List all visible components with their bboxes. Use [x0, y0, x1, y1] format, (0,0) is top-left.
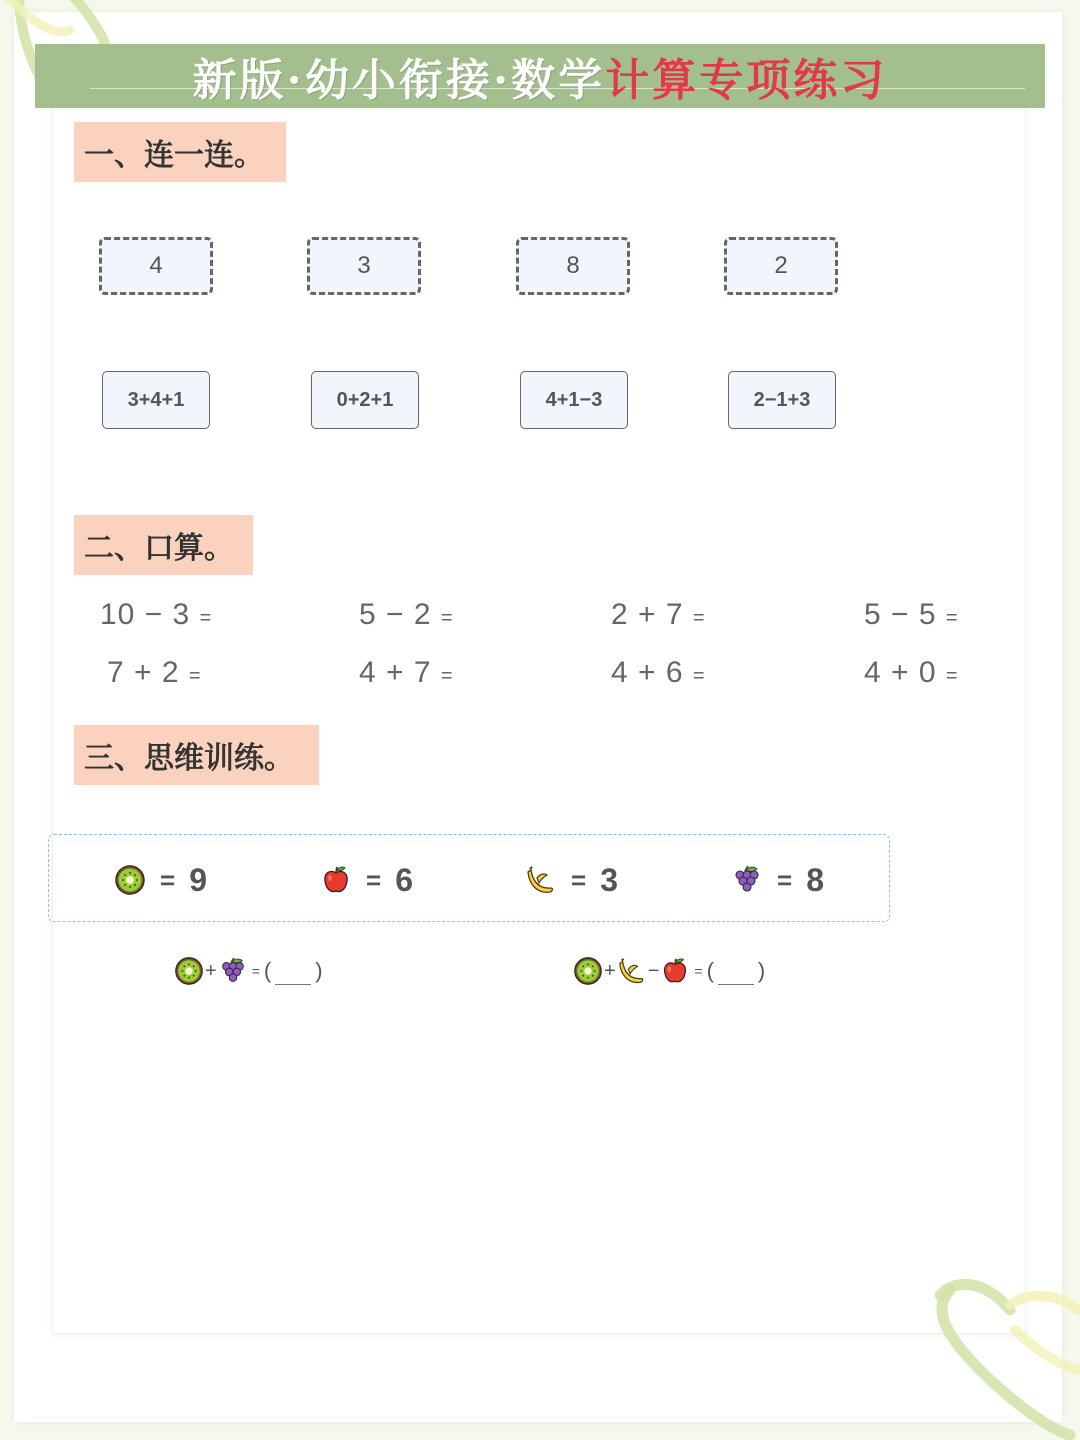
title-main: 新版·幼小衔接·数学 — [192, 55, 606, 106]
mental-math-problem: 10 − 3 = — [100, 598, 213, 631]
page-title — [193, 44, 888, 108]
expression-box[interactable]: 0+2+1 — [311, 371, 419, 429]
expression-box[interactable]: 2−1+3 — [728, 371, 836, 429]
title-banner — [35, 44, 1045, 108]
kiwi-icon — [573, 956, 603, 986]
grape-icon — [731, 864, 763, 896]
section-heading-mental-math: 二、口算。 — [74, 515, 253, 575]
answer-box[interactable]: 2 — [724, 237, 838, 295]
expression-box[interactable]: 3+4+1 — [102, 371, 210, 429]
legend-item-apple: = 6 — [320, 860, 413, 900]
mental-math-problem: 7 + 2 = — [107, 656, 202, 689]
section-heading-match: 一、连一连。 — [74, 122, 286, 182]
answer-blank[interactable] — [718, 958, 754, 985]
answer-box[interactable]: 4 — [99, 237, 213, 295]
kiwi-icon — [174, 956, 204, 986]
mental-math-problem: 4 + 0 = — [864, 656, 959, 689]
section-heading-thinking: 三、思维训练。 — [74, 725, 319, 785]
mental-math-problem: 4 + 7 = — [359, 656, 454, 689]
legend-item-grape: = 8 — [731, 860, 824, 900]
apple-icon — [320, 864, 352, 896]
mental-math-problem: 4 + 6 = — [611, 656, 706, 689]
mental-math-problem: 5 − 2 = — [359, 598, 454, 631]
thinking-question-1: + = ( ) — [174, 954, 323, 988]
mental-math-problem: 2 + 7 = — [611, 598, 706, 631]
apple-icon — [660, 956, 690, 986]
thinking-question-2: + − = ( ) — [573, 954, 765, 988]
legend-item-banana: = 3 — [525, 860, 618, 900]
legend-item-kiwi: = 9 — [114, 860, 207, 900]
expression-box[interactable]: 4+1−3 — [520, 371, 628, 429]
banana-icon — [617, 956, 647, 986]
answer-box[interactable]: 8 — [516, 237, 630, 295]
kiwi-icon — [114, 864, 146, 896]
title-highlight: 计算专项练习 — [605, 55, 888, 106]
answer-blank[interactable] — [275, 958, 311, 985]
grape-icon — [218, 956, 248, 986]
banana-icon — [525, 864, 557, 896]
answer-box[interactable]: 3 — [307, 237, 421, 295]
mental-math-problem: 5 − 5 = — [864, 598, 959, 631]
